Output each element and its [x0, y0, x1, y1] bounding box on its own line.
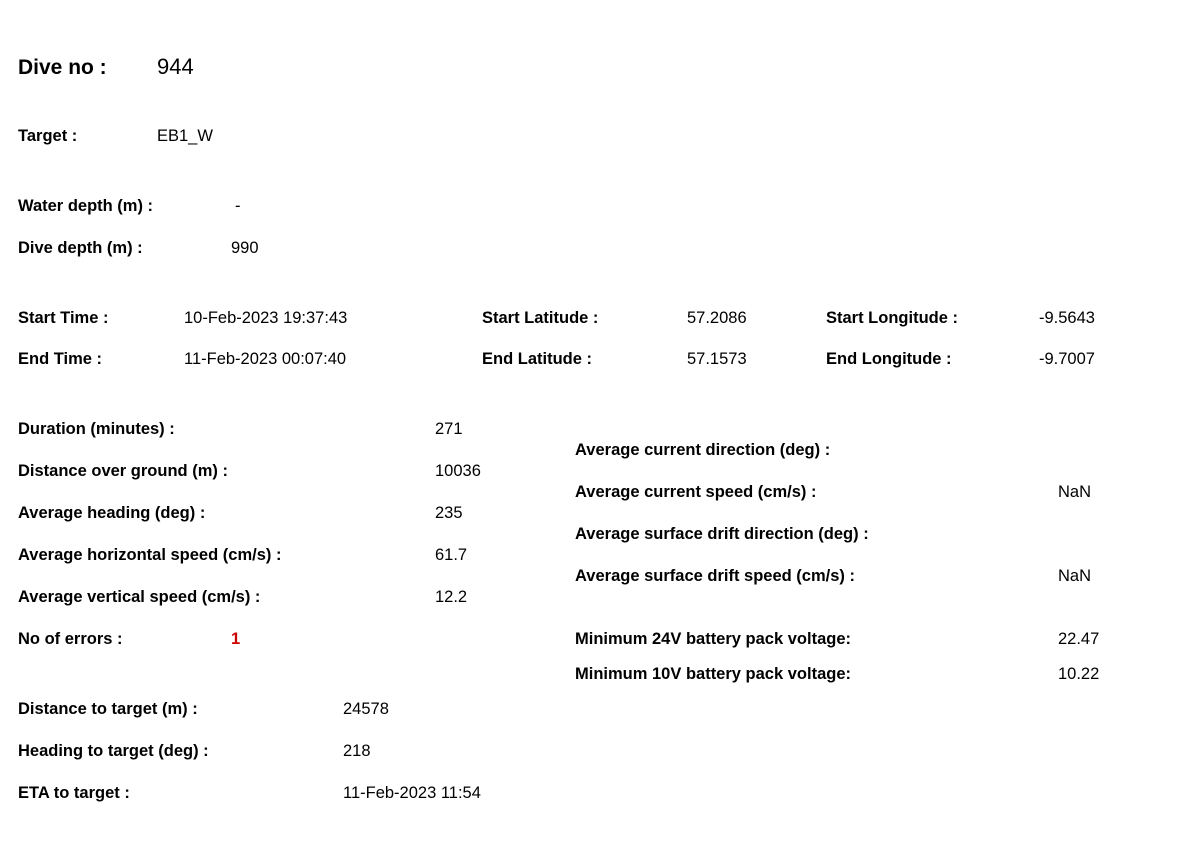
target-value: EB1_W	[157, 127, 213, 145]
distance-over-ground-label: Distance over ground (m) :	[18, 462, 228, 480]
target-label: Target :	[18, 127, 78, 145]
start-latitude-label: Start Latitude :	[482, 309, 599, 327]
dive-depth-label: Dive depth (m) :	[18, 239, 143, 257]
eta-to-target-label: ETA to target :	[18, 784, 130, 802]
end-latitude-label: End Latitude :	[482, 350, 592, 368]
start-longitude-label: Start Longitude :	[826, 309, 958, 327]
average-vertical-speed-value: 12.2	[435, 588, 468, 606]
errors-label: No of errors :	[18, 630, 123, 648]
duration-label: Duration (minutes) :	[18, 420, 175, 438]
end-longitude-label: End Longitude :	[826, 350, 952, 368]
average-current-speed-value: NaN	[1058, 483, 1092, 501]
errors-value: 1	[231, 630, 241, 648]
end-latitude-value: 57.1573	[687, 350, 747, 368]
eta-to-target-value: 11-Feb-2023 11:54	[343, 784, 481, 802]
heading-to-target-value: 218	[343, 742, 371, 760]
average-current-speed-label: Average current speed (cm/s) :	[575, 483, 817, 501]
end-time-label: End Time :	[18, 350, 103, 368]
min-10v-battery-value: 10.22	[1058, 665, 1100, 683]
duration-value: 271	[435, 420, 463, 438]
start-latitude-value: 57.2086	[687, 309, 747, 327]
dive-no-value: 944	[157, 54, 194, 79]
average-surface-drift-speed-value: NaN	[1058, 567, 1092, 585]
distance-to-target-label: Distance to target (m) :	[18, 700, 198, 718]
average-horizontal-speed-value: 61.7	[435, 546, 468, 564]
dive-no-label: Dive no :	[18, 56, 107, 79]
start-time-value: 10-Feb-2023 19:37:43	[184, 309, 348, 327]
water-depth-label: Water depth (m) :	[18, 197, 154, 215]
water-depth-value: -	[235, 197, 241, 215]
average-surface-drift-speed-label: Average surface drift speed (cm/s) :	[575, 567, 855, 585]
min-10v-battery-label: Minimum 10V battery pack voltage:	[575, 665, 851, 683]
start-longitude-value: -9.5643	[1039, 309, 1095, 327]
min-24v-battery-label: Minimum 24V battery pack voltage:	[575, 630, 851, 648]
heading-to-target-label: Heading to target (deg) :	[18, 742, 209, 760]
start-time-label: Start Time :	[18, 309, 109, 327]
average-surface-drift-direction-label: Average surface drift direction (deg) :	[575, 525, 869, 543]
end-time-value: 11-Feb-2023 00:07:40	[184, 350, 347, 368]
end-longitude-value: -9.7007	[1039, 350, 1095, 368]
average-heading-label: Average heading (deg) :	[18, 504, 206, 522]
average-vertical-speed-label: Average vertical speed (cm/s) :	[18, 588, 261, 606]
dive-depth-value: 990	[231, 239, 259, 257]
distance-over-ground-value: 10036	[435, 462, 481, 480]
distance-to-target-value: 24578	[343, 700, 389, 718]
average-horizontal-speed-label: Average horizontal speed (cm/s) :	[18, 546, 282, 564]
average-current-direction-label: Average current direction (deg) :	[575, 441, 831, 459]
average-heading-value: 235	[435, 504, 463, 522]
min-24v-battery-value: 22.47	[1058, 630, 1100, 648]
